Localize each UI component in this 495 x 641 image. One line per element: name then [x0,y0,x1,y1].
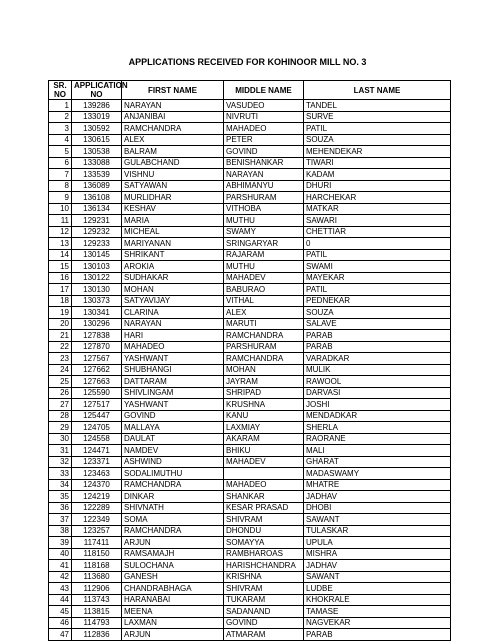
cell-middle-name: KANU [224,410,304,422]
cell-first-name: HARI [122,330,224,342]
cell-first-name: VISHNU [122,169,224,181]
cell-first-name: HARANABAI [122,594,224,606]
cell-last-name: SOUZA [304,307,451,319]
cell-first-name: RAMCHANDRA [122,525,224,537]
cell-sr-no: 19 [49,307,72,319]
cell-first-name: MURLIDHAR [122,192,224,204]
table-row [49,594,451,606]
table-row [49,468,451,480]
table-row [49,617,451,629]
cell-sr-no: 26 [49,387,72,399]
cell-middle-name: ALEX [224,307,304,319]
cell-sr-no: 35 [49,491,72,503]
table-row [49,491,451,503]
cell-middle-name: VASUDEO [224,100,304,112]
cell-last-name: SAWARI [304,215,451,227]
cell-middle-name: HARISHCHANDRA [224,560,304,572]
cell-middle-name: GOVIND [224,617,304,629]
cell-application-no: 130615 [72,134,122,146]
table-row [49,146,451,158]
table-row [49,571,451,583]
cell-first-name: GOVIND [122,410,224,422]
cell-application-no: 124219 [72,491,122,503]
cell-middle-name: SHANKAR [224,491,304,503]
cell-sr-no: 20 [49,318,72,330]
table-row [49,261,451,273]
cell-application-no: 136108 [72,192,122,204]
header-app-line2: NO [90,90,103,99]
cell-first-name: RAMCHANDRA [122,479,224,491]
cell-middle-name: KRUSHNA [224,399,304,411]
cell-application-no: 122289 [72,502,122,514]
cell-sr-no: 24 [49,364,72,376]
cell-first-name: MOHAN [122,284,224,296]
cell-last-name: MULIK [304,364,451,376]
cell-last-name: 0 [304,238,451,250]
cell-last-name: PATIL [304,284,451,296]
table-row [49,226,451,238]
cell-middle-name: MAHADEV [224,272,304,284]
cell-middle-name: MOHAN [224,364,304,376]
table-row [49,353,451,365]
table-row [49,479,451,491]
cell-sr-no: 18 [49,295,72,307]
cell-application-no: 123371 [72,456,122,468]
cell-last-name: JOSHI [304,399,451,411]
cell-application-no: 125590 [72,387,122,399]
cell-sr-no: 5 [49,146,72,158]
cell-sr-no: 38 [49,525,72,537]
cell-middle-name: AKARAM [224,433,304,445]
cell-application-no: 113680 [72,571,122,583]
header-sr-no [49,81,72,100]
cell-sr-no: 17 [49,284,72,296]
cell-application-no: 130122 [72,272,122,284]
cell-first-name: SOMA [122,514,224,526]
table-row [49,433,451,445]
table-row [49,307,451,319]
cell-application-no: 133088 [72,157,122,169]
cell-first-name: SULOCHANA [122,560,224,572]
cell-middle-name: SADANAND [224,606,304,618]
table-row [49,134,451,146]
table-row [49,502,451,514]
table-header [49,81,451,100]
table-row [49,422,451,434]
cell-sr-no: 21 [49,330,72,342]
cell-application-no: 133539 [72,169,122,181]
cell-first-name: NARAYAN [122,318,224,330]
cell-sr-no: 9 [49,192,72,204]
cell-middle-name: RAMBHAROAS [224,548,304,560]
cell-middle-name: GOVIND [224,146,304,158]
cell-last-name: DHURI [304,180,451,192]
cell-application-no: 123463 [72,468,122,480]
cell-middle-name: SHIVRAM [224,583,304,595]
cell-first-name: CHANDRABHAGA [122,583,224,595]
cell-last-name: JADHAV [304,560,451,572]
table-row [49,387,451,399]
cell-first-name: AROKIA [122,261,224,273]
cell-sr-no: 7 [49,169,72,181]
table-row [49,537,451,549]
table-row [49,548,451,560]
cell-sr-no: 34 [49,479,72,491]
cell-sr-no: 6 [49,157,72,169]
table-row [49,100,451,112]
cell-first-name: GULABCHAND [122,157,224,169]
cell-middle-name: VITHOBA [224,203,304,215]
cell-sr-no: 47 [49,629,72,641]
cell-first-name: MALLAYA [122,422,224,434]
cell-last-name: VARADKAR [304,353,451,365]
cell-sr-no: 12 [49,226,72,238]
cell-last-name: SAWANT [304,514,451,526]
cell-first-name: ARJUN [122,537,224,549]
cell-first-name: MARIYANAN [122,238,224,250]
cell-middle-name: SOMAYYA [224,537,304,549]
cell-application-no: 125447 [72,410,122,422]
cell-middle-name: MAHADEO [224,479,304,491]
cell-sr-no: 33 [49,468,72,480]
cell-middle-name: NARAYAN [224,169,304,181]
cell-last-name: TAMASE [304,606,451,618]
table-row [49,215,451,227]
cell-middle-name: PARSHURAM [224,192,304,204]
cell-application-no: 124471 [72,445,122,457]
cell-middle-name: SWAMY [224,226,304,238]
cell-application-no: 129233 [72,238,122,250]
table-row [49,560,451,572]
cell-sr-no: 28 [49,410,72,422]
table-row [49,330,451,342]
cell-application-no: 129232 [72,226,122,238]
cell-sr-no: 40 [49,548,72,560]
cell-first-name: MEENA [122,606,224,618]
cell-application-no: 113815 [72,606,122,618]
cell-last-name: MISHRA [304,548,451,560]
cell-application-no: 136134 [72,203,122,215]
cell-application-no: 139286 [72,100,122,112]
cell-middle-name: KRISHNA [224,571,304,583]
cell-first-name: NARAYAN [122,100,224,112]
cell-sr-no: 22 [49,341,72,353]
cell-first-name: SODALIMUTHU [122,468,224,480]
cell-application-no: 130130 [72,284,122,296]
cell-first-name: SHRIKANT [122,249,224,261]
cell-last-name: RAORANE [304,433,451,445]
cell-first-name: LAXMAN [122,617,224,629]
applications-table [48,80,451,641]
cell-application-no: 117411 [72,537,122,549]
table-row [49,399,451,411]
table-row [49,123,451,135]
cell-last-name: SWAMI [304,261,451,273]
table-row [49,180,451,192]
header-last-name: LAST NAME [304,81,451,100]
cell-middle-name: DHONDU [224,525,304,537]
cell-sr-no: 42 [49,571,72,583]
cell-middle-name: JAYRAM [224,376,304,388]
header-first-name: FIRST NAME [122,81,224,100]
cell-last-name: MAYEKAR [304,272,451,284]
cell-sr-no: 32 [49,456,72,468]
cell-sr-no: 31 [49,445,72,457]
cell-application-no: 114793 [72,617,122,629]
cell-first-name: ALEX [122,134,224,146]
cell-sr-no: 16 [49,272,72,284]
cell-sr-no: 11 [49,215,72,227]
cell-first-name: MICHEAL [122,226,224,238]
cell-sr-no: 45 [49,606,72,618]
table-row [49,445,451,457]
cell-first-name: ASHWIND [122,456,224,468]
cell-first-name: ANJANIBAI [122,111,224,123]
cell-application-no: 112906 [72,583,122,595]
cell-middle-name: NIVRUTI [224,111,304,123]
cell-last-name: KADAM [304,169,451,181]
table-row [49,456,451,468]
cell-sr-no: 27 [49,399,72,411]
cell-application-no: 118168 [72,560,122,572]
cell-first-name: MARIA [122,215,224,227]
cell-application-no: 127838 [72,330,122,342]
table-row [49,606,451,618]
header-application-no [72,81,128,100]
cell-sr-no: 14 [49,249,72,261]
cell-sr-no: 39 [49,537,72,549]
cell-middle-name: PARSHURAM [224,341,304,353]
cell-first-name: ARJUN [122,629,224,641]
cell-last-name: PATIL [304,249,451,261]
cell-application-no: 113743 [72,594,122,606]
cell-middle-name: MAHADEO [224,123,304,135]
cell-application-no: 130592 [72,123,122,135]
cell-sr-no: 36 [49,502,72,514]
cell-last-name: MALI [304,445,451,457]
table-row [49,203,451,215]
table-row [49,514,451,526]
table-body [49,100,451,641]
cell-application-no: 130341 [72,307,122,319]
cell-last-name: LUDBE [304,583,451,595]
cell-last-name: MADASWAMY [304,468,451,480]
cell-sr-no: 15 [49,261,72,273]
cell-middle-name [224,468,304,480]
cell-last-name: MATKAR [304,203,451,215]
table-row [49,341,451,353]
cell-middle-name: MUTHU [224,215,304,227]
cell-middle-name: RAJARAM [224,249,304,261]
cell-middle-name: SHRIPAD [224,387,304,399]
cell-first-name: SHUBHANGI [122,364,224,376]
cell-first-name: GANESH [122,571,224,583]
cell-last-name: SURVE [304,111,451,123]
cell-sr-no: 41 [49,560,72,572]
cell-last-name: MENDADKAR [304,410,451,422]
cell-application-no: 130296 [72,318,122,330]
cell-sr-no: 4 [49,134,72,146]
cell-application-no: 127567 [72,353,122,365]
cell-middle-name: RAMCHANDRA [224,330,304,342]
table-row [49,364,451,376]
cell-middle-name: LAXMIAY [224,422,304,434]
cell-application-no: 124558 [72,433,122,445]
cell-middle-name: VITHAL [224,295,304,307]
cell-application-no: 127662 [72,364,122,376]
cell-application-no: 130538 [72,146,122,158]
cell-middle-name: MUTHU [224,261,304,273]
cell-middle-name: BABURAO [224,284,304,296]
table-row [49,238,451,250]
cell-last-name: SHERLA [304,422,451,434]
cell-sr-no: 3 [49,123,72,135]
cell-application-no: 127663 [72,376,122,388]
cell-middle-name: MARUTI [224,318,304,330]
cell-sr-no: 46 [49,617,72,629]
cell-middle-name: KESAR PRASAD [224,502,304,514]
cell-application-no: 112836 [72,629,122,641]
cell-middle-name: SRINGARYAR [224,238,304,250]
cell-application-no: 136089 [72,180,122,192]
cell-application-no: 123257 [72,525,122,537]
cell-sr-no: 29 [49,422,72,434]
cell-application-no: 118150 [72,548,122,560]
cell-last-name: TULASKAR [304,525,451,537]
cell-middle-name: SHIVRAM [224,514,304,526]
cell-sr-no: 2 [49,111,72,123]
cell-application-no: 127517 [72,399,122,411]
document-title: APPLICATIONS RECEIVED FOR KOHINOOR MILL NO. 3 [128,57,367,67]
cell-last-name: GHARAT [304,456,451,468]
header-sr-line2: NO [54,90,66,99]
table-row [49,192,451,204]
cell-last-name: SAWANT [304,571,451,583]
cell-last-name: TIWARI [304,157,451,169]
cell-first-name: BALRAM [122,146,224,158]
cell-first-name: SHIVLINGAM [122,387,224,399]
cell-first-name: DINKAR [122,491,224,503]
cell-sr-no: 23 [49,353,72,365]
cell-last-name: KHOKRALE [304,594,451,606]
header-middle-name: MIDDLE NAME [224,81,304,100]
table-row [49,583,451,595]
cell-sr-no: 13 [49,238,72,250]
cell-first-name: SUDHAKAR [122,272,224,284]
table-row [49,157,451,169]
cell-middle-name: BENISHANKAR [224,157,304,169]
cell-last-name: MHATRE [304,479,451,491]
cell-first-name: NAMDEV [122,445,224,457]
cell-sr-no: 8 [49,180,72,192]
cell-last-name: SOUZA [304,134,451,146]
cell-last-name: SALAVE [304,318,451,330]
cell-first-name: DATTARAM [122,376,224,388]
header-app-line1: APPLICATION [74,81,128,90]
cell-last-name: PARAB [304,330,451,342]
cell-first-name: KESHAV [122,203,224,215]
cell-first-name: RAMSAMAJH [122,548,224,560]
table-row [49,111,451,123]
cell-first-name: MAHADEO [122,341,224,353]
cell-application-no: 124370 [72,479,122,491]
cell-last-name: UPULA [304,537,451,549]
cell-last-name: PARAB [304,629,451,641]
cell-first-name: RAMCHANDRA [122,123,224,135]
cell-middle-name: ATMARAM [224,629,304,641]
cell-middle-name: ABHIMANYU [224,180,304,192]
cell-sr-no: 37 [49,514,72,526]
cell-first-name: CLARINA [122,307,224,319]
cell-last-name: CHETTIAR [304,226,451,238]
cell-last-name: MEHENDEKAR [304,146,451,158]
table-row [49,284,451,296]
table-row [49,272,451,284]
cell-first-name: SATYAWAN [122,180,224,192]
table-row [49,169,451,181]
cell-application-no: 130145 [72,249,122,261]
header-sr-line1: SR. [53,81,67,90]
cell-last-name: DHOBI [304,502,451,514]
cell-application-no: 122349 [72,514,122,526]
cell-application-no: 124705 [72,422,122,434]
cell-last-name: JADHAV [304,491,451,503]
table-row [49,295,451,307]
cell-application-no: 127870 [72,341,122,353]
cell-middle-name: RAMCHANDRA [224,353,304,365]
cell-last-name: RAWOOL [304,376,451,388]
cell-sr-no: 30 [49,433,72,445]
table-row [49,318,451,330]
cell-first-name: SHIVNATH [122,502,224,514]
cell-sr-no: 43 [49,583,72,595]
cell-sr-no: 1 [49,100,72,112]
table-row [49,410,451,422]
cell-first-name: YASHWANT [122,353,224,365]
cell-first-name: SATYAVIJAY [122,295,224,307]
table-row [49,249,451,261]
cell-last-name: PARAB [304,341,451,353]
table-row [49,629,451,641]
cell-last-name: PEDNEKAR [304,295,451,307]
table-row [49,525,451,537]
cell-last-name: TANDEL [304,100,451,112]
cell-first-name: DAULAT [122,433,224,445]
cell-application-no: 130373 [72,295,122,307]
table-row [49,376,451,388]
cell-sr-no: 25 [49,376,72,388]
cell-middle-name: BHIKU [224,445,304,457]
cell-first-name: YASHWANT [122,399,224,411]
cell-middle-name: TUKARAM [224,594,304,606]
cell-last-name: DARVASI [304,387,451,399]
cell-last-name: HARCHEKAR [304,192,451,204]
cell-middle-name: MAHADEV [224,456,304,468]
cell-application-no: 133019 [72,111,122,123]
cell-last-name: PATIL [304,123,451,135]
cell-application-no: 130103 [72,261,122,273]
cell-sr-no: 10 [49,203,72,215]
cell-application-no: 129231 [72,215,122,227]
cell-last-name: NAGVEKAR [304,617,451,629]
cell-sr-no: 44 [49,594,72,606]
cell-middle-name: PETER [224,134,304,146]
